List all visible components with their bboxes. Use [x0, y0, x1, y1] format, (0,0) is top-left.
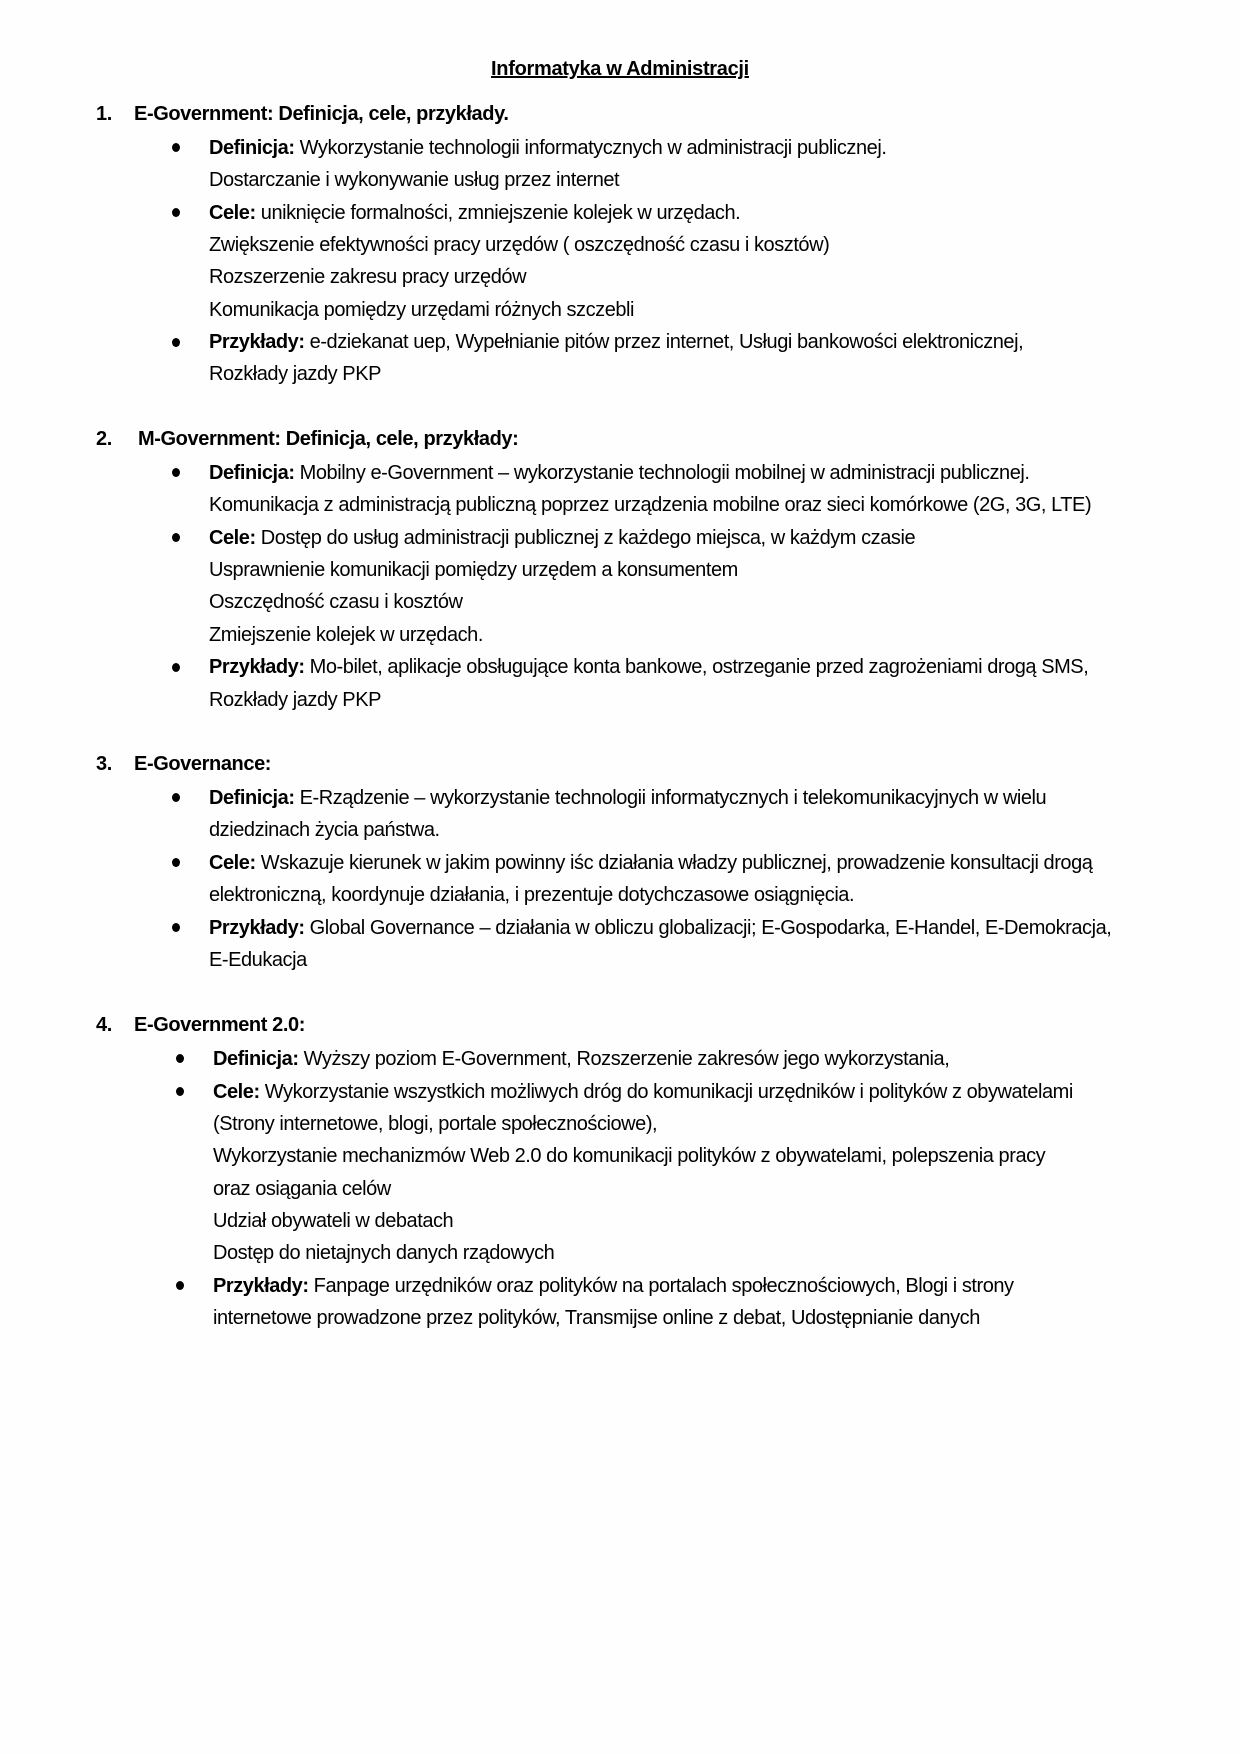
list-item-line: internetowe prowadzone przez polityków, Transmijse online z debat, Udostępnianie danych: [213, 1307, 980, 1329]
list-item-przyklady: Przykłady: Global Governance – działania w obliczu globalizacji; E-Gospodarka, E-Handel, E-Demokracja,: [209, 917, 1112, 939]
list-item-przyklady: Przykłady: Fanpage urzędników oraz polityków na portalach społecznościowych, Blogi i strony: [213, 1275, 1014, 1297]
list-item-definicja: Definicja: Mobilny e-Government – wykorzystanie technologii mobilnej w administracji publicznej.: [209, 462, 1030, 484]
list-item-line: Rozkłady jazdy PKP: [209, 689, 381, 711]
list-item-line: Rozszerzenie zakresu pracy urzędów: [209, 266, 527, 288]
bullet-icon: [172, 468, 180, 477]
bullet-icon: [176, 1281, 184, 1290]
list-item-line: oraz osiągania celów: [213, 1178, 391, 1200]
bullet-icon: [176, 1087, 184, 1096]
bullet-icon: [172, 858, 180, 867]
bullet-icon: [172, 208, 180, 217]
list-item-line: Dostarczanie i wykonywanie usług przez internet: [209, 169, 620, 191]
bullet-icon: [176, 1054, 184, 1063]
list-item-line: Wykorzystanie mechanizmów Web 2.0 do komunikacji polityków z obywatelami, polepszenia pracy: [213, 1145, 1046, 1167]
list-item-line: (Strony internetowe, blogi, portale społecznościowe),: [213, 1113, 658, 1135]
section-heading-1: 1. E-Government: Definicja, cele, przykłady.: [96, 103, 509, 125]
list-item-line: Zwiększenie efektywności pracy urzędów ( oszczędność czasu i kosztów): [209, 234, 830, 256]
list-item-cele: Cele: uniknięcie formalności, zmniejszenie kolejek w urzędach.: [209, 202, 741, 224]
bullet-icon: [172, 338, 180, 347]
list-item-line: dziedzinach życia państwa.: [209, 819, 440, 841]
list-item-line: Komunikacja z administracją publiczną poprzez urządzenia mobilne oraz sieci komórkowe (2G, 3G, LTE): [209, 494, 1092, 516]
section-heading-4: 4. E-Government 2.0:: [96, 1014, 306, 1036]
list-item-line: Rozkłady jazdy PKP: [209, 363, 381, 385]
list-item-przyklady: Przykłady: e-dziekanat uep, Wypełnianie pitów przez internet, Usługi bankowości elektronicznej,: [209, 331, 1024, 353]
list-item-przyklady: Przykłady: Mo-bilet, aplikacje obsługujące konta bankowe, ostrzeganie przed zagrożeniami drogą SMS,: [209, 656, 1089, 678]
list-item-line: E-Edukacja: [209, 949, 307, 971]
list-item-line: Zmiejszenie kolejek w urzędach.: [209, 624, 483, 646]
list-item-line: Dostęp do nietajnych danych rządowych: [213, 1242, 555, 1264]
bullet-icon: [172, 663, 180, 672]
list-item-line: Usprawnienie komunikacji pomiędzy urzędem a konsumentem: [209, 559, 738, 581]
list-item-line: Komunikacja pomiędzy urzędami różnych szczebli: [209, 299, 635, 321]
list-item-cele: Cele: Dostęp do usług administracji publicznej z każdego miejsca, w każdym czasie: [209, 527, 916, 549]
section-heading-3: 3. E-Governance:: [96, 753, 272, 775]
list-item-cele: Cele: Wskazuje kierunek w jakim powinny iśc działania władzy publicznej, prowadzenie konsultacji drogą: [209, 852, 1093, 874]
bullet-icon: [172, 793, 180, 802]
bullet-icon: [172, 143, 180, 152]
section-heading-2: 2. M-Government: Definicja, cele, przykłady:: [96, 428, 519, 450]
list-item-definicja: Definicja: Wykorzystanie technologii informatycznych w administracji publicznej.: [209, 137, 887, 159]
document-title: Informatyka w Administracji: [491, 58, 749, 80]
list-item-line: Udział obywateli w debatach: [213, 1210, 454, 1232]
list-item-line: Oszczędność czasu i kosztów: [209, 591, 463, 613]
list-item-line: elektroniczną, koordynuje działania, i prezentuje dotychczasowe osiągnięcia.: [209, 884, 855, 906]
bullet-icon: [172, 923, 180, 932]
list-item-definicja: Definicja: Wyższy poziom E-Government, Rozszerzenie zakresów jego wykorzystania,: [213, 1048, 950, 1070]
bullet-icon: [172, 533, 180, 542]
list-item-definicja: Definicja: E-Rządzenie – wykorzystanie technologii informatycznych i telekomunikacyjnych w wielu: [209, 787, 1047, 809]
list-item-cele: Cele: Wykorzystanie wszystkich możliwych dróg do komunikacji urzędników i polityków z obywatelami: [213, 1081, 1073, 1103]
